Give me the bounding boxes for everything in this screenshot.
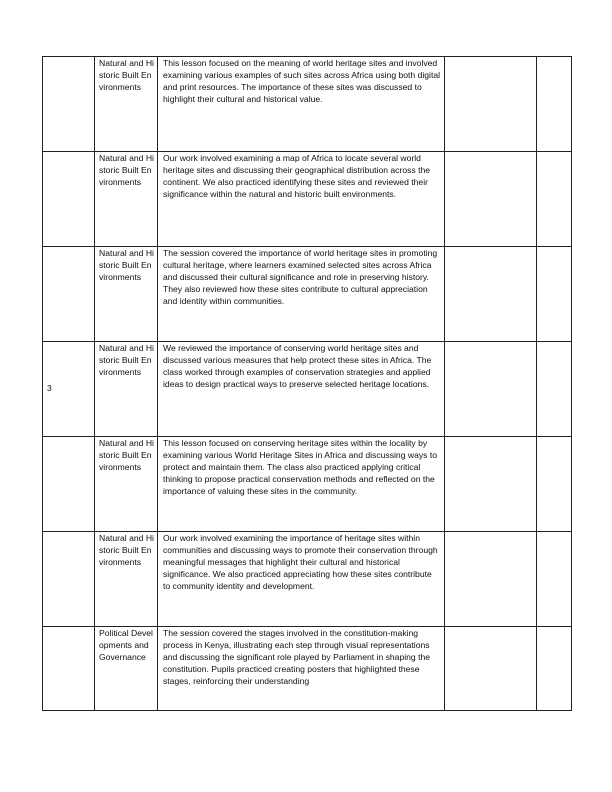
empty-cell: [537, 532, 572, 627]
empty-cell: [537, 247, 572, 342]
empty-cell: [445, 532, 537, 627]
strand-cell: Natural and Historic Built Environments: [95, 57, 158, 152]
empty-cell: [537, 152, 572, 247]
summary-cell: We reviewed the importance of conserving world heritage sites and discussed various measures that help protect these sites in Africa. The class worked through examples of conservation strategies and applied ideas to design practical ways to preserve selected heritage locations.: [158, 342, 445, 437]
summary-cell: This lesson focused on conserving heritage sites within the locality by examining various World Heritage Sites in Africa and discussing ways to protect and maintain them. The class also practiced applying critical thinking to propose practical conservation methods and reflected on the importance of valuing these sites in the community.: [158, 437, 445, 532]
table-row: [43, 627, 572, 711]
empty-cell: [445, 152, 537, 247]
strand-cell: Natural and Historic Built Environments: [95, 437, 158, 532]
empty-cell: [445, 57, 537, 152]
week-cell: [43, 437, 95, 532]
empty-cell: [537, 57, 572, 152]
empty-cell: [537, 342, 572, 437]
table-row: [43, 532, 572, 627]
summary-cell: This lesson focused on the meaning of world heritage sites and involved examining various examples of such sites across Africa using both digital and print resources. The importance of these sites was discussed to highlight their cultural and historical value.: [158, 57, 445, 152]
summary-cell: The session covered the importance of world heritage sites in promoting cultural heritage, where learners examined selected sites across Africa and discussed their cultural significance and role in preserving history. They also reviewed how these sites contribute to cultural appreciation and identity within communities.: [158, 247, 445, 342]
table-body: [43, 57, 572, 711]
strand-cell: Natural and Historic Built Environments: [95, 247, 158, 342]
summary-cell: The session covered the stages involved in the constitution-making process in Kenya, illustrating each step through visual representations and discussing the significant role played by Parliament in shaping the constitution. Pupils practiced creating posters that highlighted these stages, reinforcing their understanding: [158, 627, 445, 711]
empty-cell: [537, 437, 572, 532]
week-cell: [43, 532, 95, 627]
strand-cell: Political Developments and Governance: [95, 627, 158, 711]
week-cell: [43, 247, 95, 342]
summary-cell: Our work involved examining the importance of heritage sites within communities and discussing ways to promote their conservation through meaningful messages that highlight their cultural and historical significance. We also practiced appreciating how these sites contribute to community identity and development.: [158, 532, 445, 627]
week-cell: [43, 57, 95, 152]
table-row: [43, 437, 572, 532]
strand-cell: Natural and Historic Built Environments: [95, 342, 158, 437]
empty-cell: [445, 247, 537, 342]
table-row: [43, 247, 572, 342]
summary-cell: Our work involved examining a map of Africa to locate several world heritage sites and discussing their geographical distribution across the continent. We also practiced identifying these sites and reviewed their significance within the natural and historic built environments.: [158, 152, 445, 247]
table-row: [43, 152, 572, 247]
empty-cell: [445, 627, 537, 711]
week-cell: [43, 152, 95, 247]
lesson-record-table: [42, 56, 572, 711]
week-cell: 3: [43, 342, 95, 437]
strand-cell: Natural and Historic Built Environments: [95, 532, 158, 627]
empty-cell: [445, 342, 537, 437]
table-row: [43, 342, 572, 437]
table-row: [43, 57, 572, 152]
strand-cell: Natural and Historic Built Environments: [95, 152, 158, 247]
empty-cell: [445, 437, 537, 532]
empty-cell: [537, 627, 572, 711]
week-cell: [43, 627, 95, 711]
